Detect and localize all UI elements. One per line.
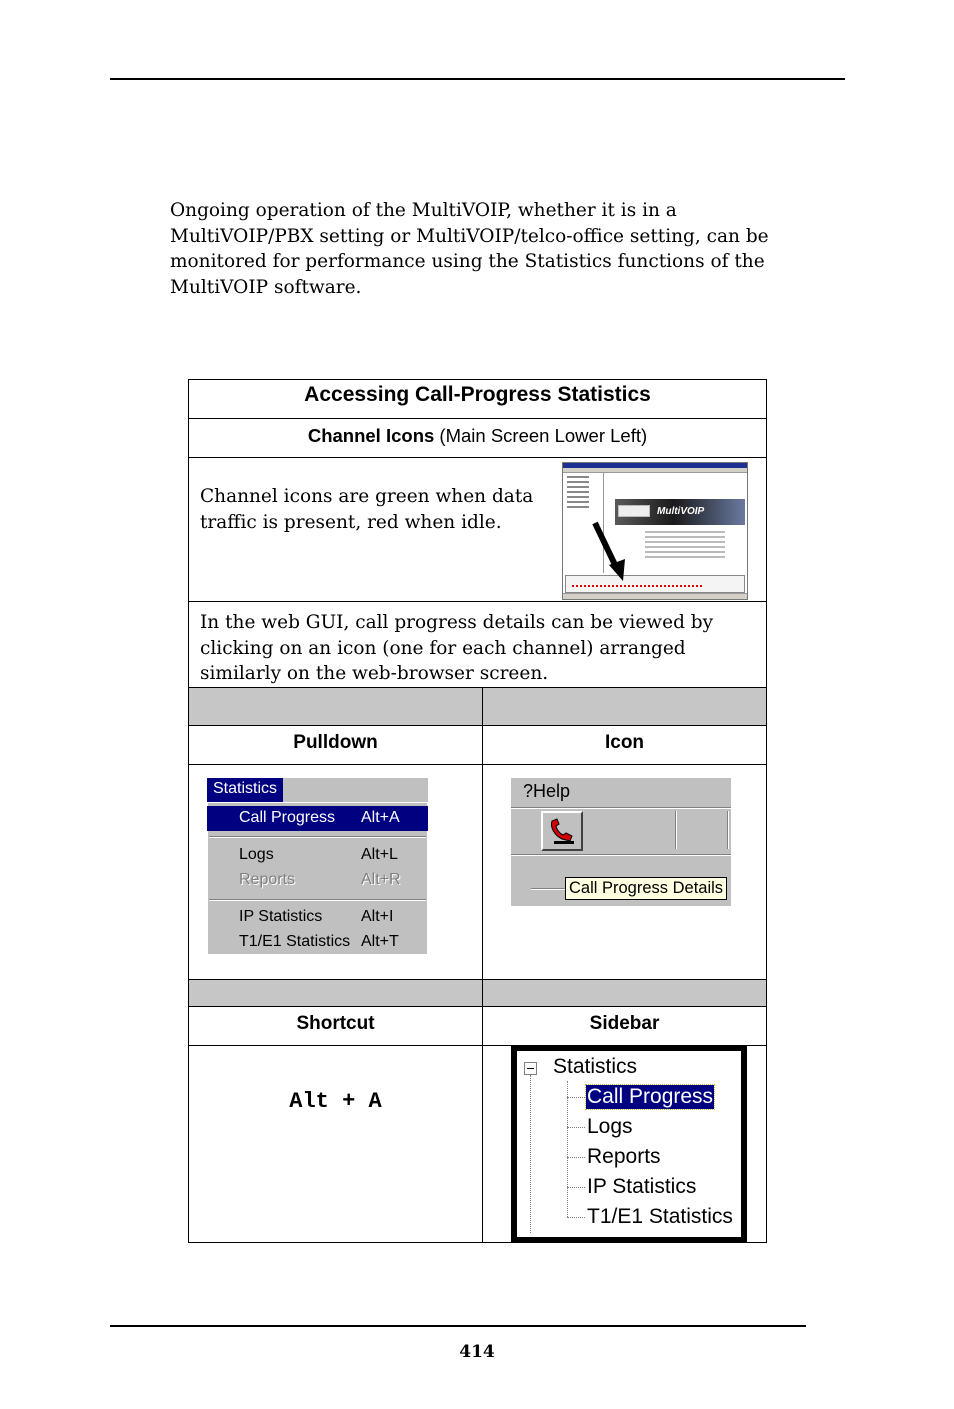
footer-rule: [110, 1325, 806, 1327]
subtitle-rest: (Main Screen Lower Left): [434, 425, 648, 446]
menu-item-logs[interactable]: [207, 843, 428, 868]
header-rule: [110, 78, 845, 80]
tree-item-reports[interactable]: Reports: [587, 1145, 661, 1168]
menu-item-reports: [207, 868, 428, 893]
web-gui-caption: In the web GUI, call progress details can be viewed by clicking on an icon (one for each channel) arranged similarly on the web-browser screen.: [200, 612, 714, 684]
tree-root-statistics[interactable]: Statistics: [553, 1055, 638, 1078]
help-menu[interactable]: ?Help: [523, 781, 571, 801]
call-progress-toolbar-button[interactable]: [541, 811, 583, 851]
menu-item-t1e1-statistics[interactable]: [207, 930, 428, 955]
tree-item-call-progress[interactable]: Call Progress: [587, 1085, 714, 1108]
tree-branch: [567, 1097, 585, 1098]
menu-item-call-progress[interactable]: [207, 806, 428, 831]
tree-item-logs[interactable]: Logs: [587, 1115, 633, 1138]
channel-icons-caption: Channel icons are green when data traffic is present, red when idle.: [200, 486, 534, 533]
subtitle-bold: Channel Icons: [307, 425, 435, 446]
shortcut-sidebar-row: [189, 1046, 766, 1242]
tree-guide-line: [567, 1081, 568, 1217]
web-gui-row: [189, 602, 766, 688]
pointer-arrow-icon: [563, 463, 747, 599]
call-progress-table: [188, 379, 767, 1243]
collapse-minus-icon[interactable]: [524, 1062, 537, 1075]
menu-item-label: Call Progress: [239, 809, 336, 826]
menu-item-label: Reports: [239, 871, 296, 888]
statistics-menu-title[interactable]: Statistics: [207, 778, 283, 802]
tree-branch: [567, 1127, 585, 1128]
pulldown-icon-row: [189, 765, 766, 980]
header-row-2: [189, 1007, 766, 1046]
menu-item-shortcut: Alt+L: [361, 846, 398, 863]
intro-paragraph: Ongoing operation of the MultiVOIP, whether it is in a MultiVOIP/PBX setting or MultiVOIP/telco-office setting, can be monitored for performance using the Statistics functions of the MultiVOIP software.: [170, 200, 769, 298]
tree-item-t1e1-statistics[interactable]: T1/E1 Statistics: [587, 1205, 733, 1228]
channel-icons-row: [189, 458, 766, 602]
statistics-pulldown-menu: [207, 778, 428, 955]
grey-band-2: [189, 980, 766, 1007]
menu-item-shortcut: Alt+A: [361, 809, 400, 826]
toolbar-top-line: [511, 807, 731, 809]
pulldown-header: Pulldown: [293, 732, 378, 753]
toolbar-icon-image: [511, 778, 731, 906]
tree-branch: [567, 1187, 585, 1188]
shortcut-keys: Alt + A: [289, 1089, 382, 1114]
main-screen-thumbnail: [562, 462, 748, 600]
call-progress-tooltip: Call Progress Details: [565, 877, 727, 900]
menu-item-shortcut: Alt+I: [361, 908, 394, 925]
menu-item-label: IP Statistics: [239, 908, 323, 925]
menu-item-shortcut: Alt+R: [361, 871, 401, 888]
tree-guide-line: [530, 1075, 531, 1233]
table-subtitle: [189, 419, 766, 458]
table-title-text: Accessing Call-Progress Statistics: [304, 383, 651, 406]
sidebar-tree: [517, 1051, 741, 1237]
menu-item-label: T1/E1 Statistics: [239, 933, 351, 950]
tree-branch: [567, 1157, 585, 1158]
icon-header: Icon: [604, 732, 645, 753]
tree-branch: [567, 1217, 585, 1218]
grey-band-1: [189, 688, 766, 726]
toolbar-separator: [675, 811, 677, 849]
shortcut-header: Shortcut: [296, 1013, 375, 1034]
header-row-1: [189, 726, 766, 765]
menu-item-shortcut: Alt+T: [361, 933, 399, 950]
toolbar-bottom-line: [511, 854, 731, 856]
tree-item-ip-statistics[interactable]: IP Statistics: [587, 1175, 697, 1198]
toolbar-stub-line: [531, 888, 566, 890]
sidebar-tree-image: [511, 1046, 747, 1242]
table-title: [189, 380, 766, 419]
call-progress-phone-icon: [548, 817, 578, 845]
toolbar-separator: [727, 811, 729, 849]
page-number: 414: [459, 1342, 495, 1362]
thumb-logo-text: MultiVOIP: [657, 506, 705, 517]
sidebar-header: Sidebar: [589, 1013, 660, 1034]
menu-item-label: Logs: [239, 846, 274, 863]
menu-item-ip-statistics[interactable]: [207, 905, 428, 930]
menu-separator: [209, 836, 426, 838]
menu-separator: [209, 899, 426, 901]
